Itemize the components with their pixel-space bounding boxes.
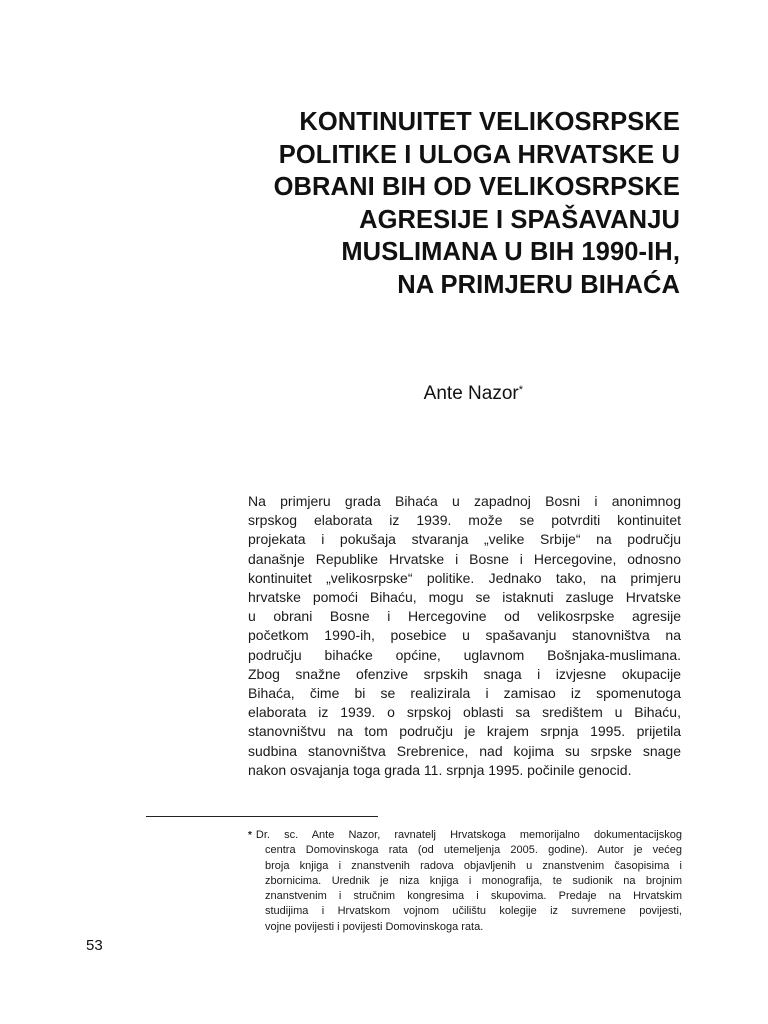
abstract-line: srpskog elaborata iz 1939. može se potvrditi kontinuitet [248,512,681,529]
abstract-line: Zbog snažne ofenzive srpskih snaga i izvjesne okupacije [248,665,681,682]
footnote-line: vojne povijesti i povijesti Domovinskoga rata. [265,920,484,933]
abstract-line: projekata i pokušaja stvaranja „velike Srbije“ na području [248,531,681,548]
abstract-line: nakon osvajanja toga grada 11. srpnja 1995. počinile genocid. [248,761,632,778]
footnote-mark: * [248,830,252,841]
footnote-line-text: Dr. sc. Ante Nazor, ravnatelj Hrvatskoga memorijalno dokumentacijskog [255,829,682,841]
page-number: 53 [86,937,103,954]
abstract-line: elaborata iz 1939. o srpskoj oblasti sa središtem u Bihaću, [248,704,681,721]
abstract-line: sudbina stanovništva Srebrenice, nad kojima su srpske snage [248,742,681,759]
footnote-line [248,828,682,843]
abstract-line: području bihaćke općine, uglavnom Bošnjaka-muslimana. [248,646,681,663]
author-name: Ante Nazor [423,383,519,404]
footnote [248,828,682,935]
abstract-line: Na primjeru grada Bihaća u zapadnoj Bosni i anonimnog [248,493,681,509]
footnote-line: zbornicima. Urednik je niza knjiga i monografija, te sudionik na brojnim [265,874,682,887]
article-title [190,106,680,301]
title-line: MUSLIMANA U BIH 1990-IH, [341,238,680,266]
title-line: NA PRIMJERU BIHAĆA [397,270,680,299]
footnote-line: znanstvenim i stručnim kongresima i skupovima. Predaje na Hrvatskim [265,890,682,903]
abstract-line: početkom 1990-ih, posebice u spašavanju stanovništva na [248,627,681,644]
abstract [248,492,681,780]
title-line: KONTINUITET VELIKOSRPSKE [299,108,680,136]
footnote-line: broja knjiga i znanstvenih radova objavljenih u znanstvenim časopisima i [265,859,682,872]
author-byline [380,378,523,406]
title-line: AGRESIJE I SPAŠAVANJU [359,205,680,234]
footnote-line: centra Domovinskoga rata (od utemeljenja 2005. godine). Autor je većeg [265,844,682,857]
abstract-line: hrvatske pomoći Bihaću, mogu se istaknuti zasluge Hrvatske [248,589,681,606]
abstract-line: stanovništvu na tom području je krajem srpnja 1995. prijetila [248,723,681,740]
abstract-line: u obrani Bosne i Hercegovine od velikosrpske agresije [248,608,681,625]
title-line: POLITIKE I ULOGA HRVATSKE U [278,140,680,169]
abstract-line: Bihaća, čime bi se realizirala i zamisao iz spomenutoga [248,685,681,702]
author-footnote-mark[interactable]: * [518,384,523,396]
abstract-line: kontinuitet „velikosrpske“ politike. Jednako tako, na primjeru [248,569,681,586]
abstract-line: današnje Republike Hrvatske i Bosne i Hercegovine, odnosno [248,550,681,567]
footnote-line: studijima i Hrvatskom vojnom učilištu kolegije iz suvremene povijesti, [265,905,682,918]
title-line: OBRANI BIH OD VELIKOSRPSKE [273,173,680,201]
footnote-divider [146,816,378,817]
